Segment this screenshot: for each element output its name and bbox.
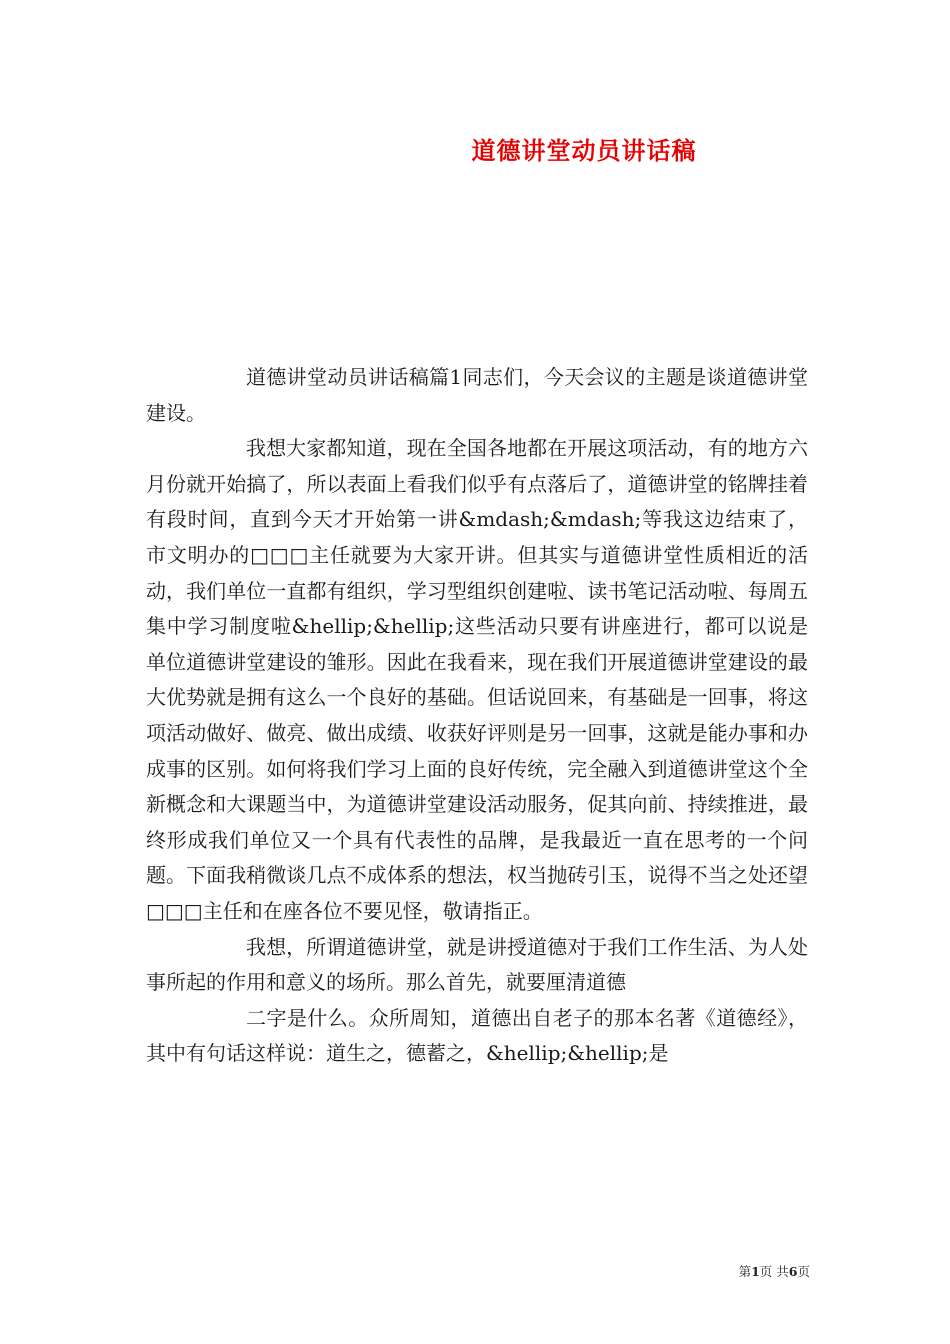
page-footer [680,1262,810,1280]
footer-current-page: 1 [751,1264,760,1279]
paragraph-3: 我想，所谓道德讲堂，就是讲授道德对于我们工作生活、为人处事所起的作用和意义的场所。那么首先，就要厘清道德 [146,934,808,995]
paragraph-2: 我想大家都知道，现在全国各地都在开展这项活动，有的地方六月份就开始搞了，所以表面上看我们似乎有点落后了，道德讲堂的铭牌挂着有段时间，直到今天才开始第一讲&mdash;&mdash;等我这边结束了，市文明办的□□□主任就要为大家开讲。但其实与道德讲堂性质相近的活动，我们单位一直都有组织，学习型组织创建啦、读书笔记活动啦、每周五集中学习制度啦&hellip;&hellip;这些活动只要有讲座进行，都可以说是单位道德讲堂建设的雏形。因此在我看来，现在我们开展道德讲堂建设的最大优势就是拥有这么一个良好的基础。但话说回来，有基础是一回事，将这项活动做好、做亮、做出成绩、收获好评则是另一回事，这就是能办事和办成事的区别。如何将我们学习上面的良好传统，完全融入到道德讲堂这个全新概念和大课题当中，为道德讲堂建设活动服务，促其向前、持续推进，最终形成我们单位又一个具有代表性的品牌，是我最近一直在思考的一个问题。下面我稍微谈几点不成体系的想法，权当抛砖引玉，说得不当之处还望□□□主任和在座各位不要见怪，敬请指正。 [146,436,808,923]
footer-suffix: 页 [797,1264,810,1279]
document-body [146,360,808,1072]
paragraph-1: 道德讲堂动员讲话稿篇1同志们，今天会议的主题是谈道德讲堂建设。 [146,365,808,425]
footer-total-pages: 6 [788,1264,798,1279]
document-title: 道德讲堂动员讲话稿 [471,136,697,165]
footer-middle: 页 共 [759,1264,789,1279]
paragraph-4: 二字是什么。众所周知，道德出自老子的那本名著《道德经》，其中有句话这样说：道生之，德蓄之，&hellip;&hellip;是 [146,1005,808,1066]
footer-prefix: 第 [738,1264,752,1279]
